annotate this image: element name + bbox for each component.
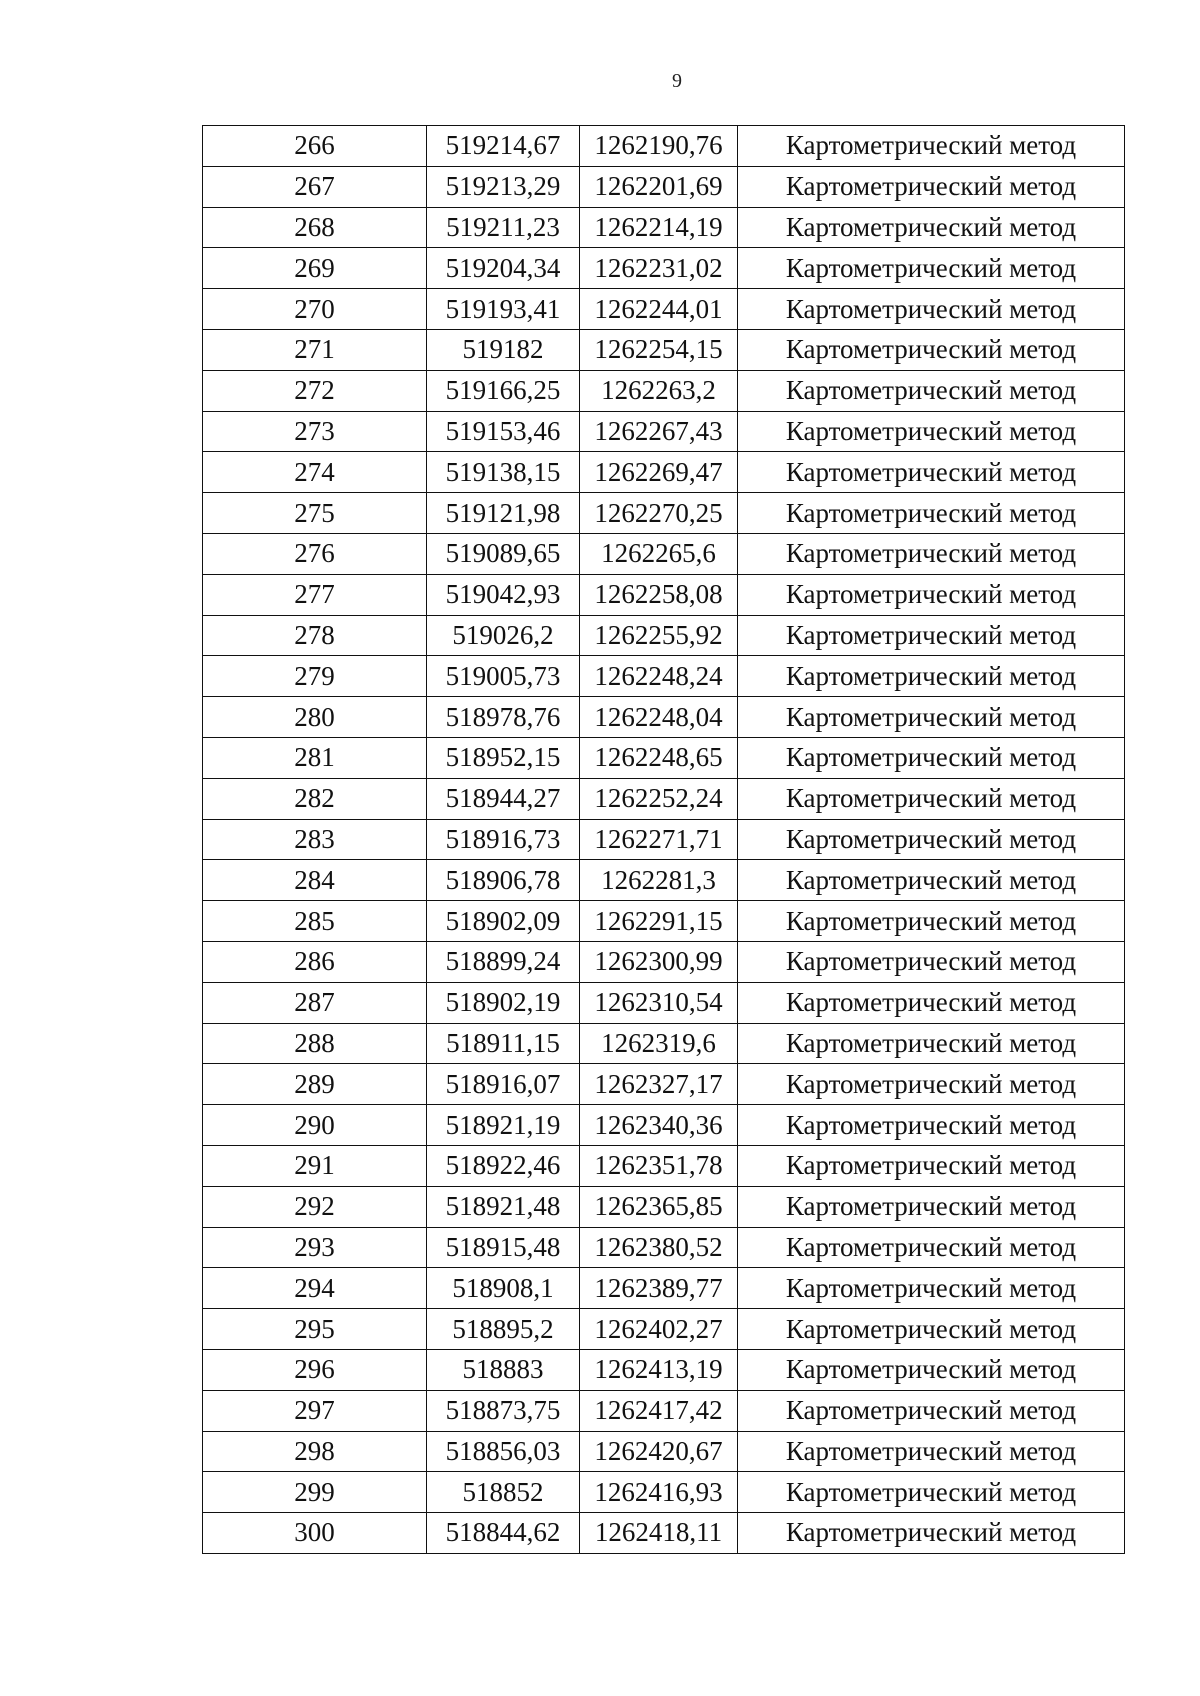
x-coordinate-cell: 519166,25 — [427, 370, 580, 411]
method-cell: Картометрический метод — [738, 411, 1125, 452]
y-coordinate-cell: 1262254,15 — [580, 329, 738, 370]
x-coordinate-cell: 518908,1 — [427, 1268, 580, 1309]
table-row — [203, 1472, 1125, 1513]
y-coordinate-cell: 1262327,17 — [580, 1064, 738, 1105]
x-coordinate-cell: 518902,09 — [427, 901, 580, 942]
point-number-cell: 285 — [203, 901, 427, 942]
method-cell: Картометрический метод — [738, 1064, 1125, 1105]
method-cell: Картометрический метод — [738, 248, 1125, 289]
x-coordinate-cell: 519121,98 — [427, 493, 580, 534]
y-coordinate-cell: 1262270,25 — [580, 493, 738, 534]
method-cell: Картометрический метод — [738, 493, 1125, 534]
table-row — [203, 1268, 1125, 1309]
y-coordinate-cell: 1262351,78 — [580, 1145, 738, 1186]
table-row — [203, 126, 1125, 167]
method-cell: Картометрический метод — [738, 370, 1125, 411]
point-number-cell: 298 — [203, 1431, 427, 1472]
y-coordinate-cell: 1262269,47 — [580, 452, 738, 493]
point-number-cell: 295 — [203, 1309, 427, 1350]
table-row — [203, 248, 1125, 289]
point-number-cell: 274 — [203, 452, 427, 493]
point-number-cell: 294 — [203, 1268, 427, 1309]
method-cell: Картометрический метод — [738, 533, 1125, 574]
method-cell: Картометрический метод — [738, 452, 1125, 493]
method-cell: Картометрический метод — [738, 819, 1125, 860]
point-number-cell: 289 — [203, 1064, 427, 1105]
method-cell: Картометрический метод — [738, 1268, 1125, 1309]
table-row — [203, 329, 1125, 370]
y-coordinate-cell: 1262252,24 — [580, 778, 738, 819]
method-cell: Картометрический метод — [738, 1227, 1125, 1268]
point-number-cell: 292 — [203, 1186, 427, 1227]
method-cell: Картометрический метод — [738, 329, 1125, 370]
table-row — [203, 737, 1125, 778]
point-number-cell: 287 — [203, 982, 427, 1023]
y-coordinate-cell: 1262248,24 — [580, 656, 738, 697]
x-coordinate-cell: 518916,73 — [427, 819, 580, 860]
table-row — [203, 1431, 1125, 1472]
method-cell: Картометрический метод — [738, 1431, 1125, 1472]
point-number-cell: 280 — [203, 697, 427, 738]
x-coordinate-cell: 519138,15 — [427, 452, 580, 493]
point-number-cell: 278 — [203, 615, 427, 656]
x-coordinate-cell: 518899,24 — [427, 941, 580, 982]
y-coordinate-cell: 1262265,6 — [580, 533, 738, 574]
y-coordinate-cell: 1262267,43 — [580, 411, 738, 452]
table-row — [203, 1023, 1125, 1064]
x-coordinate-cell: 518952,15 — [427, 737, 580, 778]
y-coordinate-cell: 1262248,04 — [580, 697, 738, 738]
point-number-cell: 281 — [203, 737, 427, 778]
table-row — [203, 1390, 1125, 1431]
y-coordinate-cell: 1262319,6 — [580, 1023, 738, 1064]
point-number-cell: 291 — [203, 1145, 427, 1186]
method-cell: Картометрический метод — [738, 126, 1125, 167]
method-cell: Картометрический метод — [738, 1145, 1125, 1186]
y-coordinate-cell: 1262214,19 — [580, 207, 738, 248]
table-row — [203, 370, 1125, 411]
point-number-cell: 293 — [203, 1227, 427, 1268]
point-number-cell: 284 — [203, 860, 427, 901]
point-number-cell: 300 — [203, 1513, 427, 1554]
x-coordinate-cell: 519089,65 — [427, 533, 580, 574]
y-coordinate-cell: 1262201,69 — [580, 166, 738, 207]
table-row — [203, 615, 1125, 656]
method-cell: Картометрический метод — [738, 860, 1125, 901]
table-row — [203, 452, 1125, 493]
method-cell: Картометрический метод — [738, 941, 1125, 982]
table-row — [203, 819, 1125, 860]
method-cell: Картометрический метод — [738, 1472, 1125, 1513]
x-coordinate-cell: 518921,19 — [427, 1105, 580, 1146]
table-row — [203, 1105, 1125, 1146]
y-coordinate-cell: 1262310,54 — [580, 982, 738, 1023]
y-coordinate-cell: 1262418,11 — [580, 1513, 738, 1554]
method-cell: Картометрический метод — [738, 982, 1125, 1023]
y-coordinate-cell: 1262420,67 — [580, 1431, 738, 1472]
table-row — [203, 289, 1125, 330]
y-coordinate-cell: 1262231,02 — [580, 248, 738, 289]
table-row — [203, 574, 1125, 615]
x-coordinate-cell: 518873,75 — [427, 1390, 580, 1431]
y-coordinate-cell: 1262291,15 — [580, 901, 738, 942]
table-row — [203, 1227, 1125, 1268]
point-number-cell: 275 — [203, 493, 427, 534]
y-coordinate-cell: 1262281,3 — [580, 860, 738, 901]
y-coordinate-cell: 1262300,99 — [580, 941, 738, 982]
x-coordinate-cell: 518906,78 — [427, 860, 580, 901]
method-cell: Картометрический метод — [738, 656, 1125, 697]
point-number-cell: 286 — [203, 941, 427, 982]
table-row — [203, 1349, 1125, 1390]
x-coordinate-cell: 519211,23 — [427, 207, 580, 248]
method-cell: Картометрический метод — [738, 697, 1125, 738]
table-row — [203, 493, 1125, 534]
x-coordinate-cell: 518883 — [427, 1349, 580, 1390]
method-cell: Картометрический метод — [738, 1186, 1125, 1227]
coordinates-table-body — [203, 126, 1125, 1554]
table-row — [203, 1064, 1125, 1105]
point-number-cell: 267 — [203, 166, 427, 207]
y-coordinate-cell: 1262365,85 — [580, 1186, 738, 1227]
x-coordinate-cell: 518921,48 — [427, 1186, 580, 1227]
table-row — [203, 860, 1125, 901]
method-cell: Картометрический метод — [738, 1023, 1125, 1064]
point-number-cell: 270 — [203, 289, 427, 330]
method-cell: Картометрический метод — [738, 207, 1125, 248]
y-coordinate-cell: 1262190,76 — [580, 126, 738, 167]
table-row — [203, 941, 1125, 982]
y-coordinate-cell: 1262380,52 — [580, 1227, 738, 1268]
x-coordinate-cell: 518944,27 — [427, 778, 580, 819]
method-cell: Картометрический метод — [738, 737, 1125, 778]
y-coordinate-cell: 1262271,71 — [580, 819, 738, 860]
point-number-cell: 276 — [203, 533, 427, 574]
point-number-cell: 299 — [203, 1472, 427, 1513]
point-number-cell: 268 — [203, 207, 427, 248]
x-coordinate-cell: 519042,93 — [427, 574, 580, 615]
y-coordinate-cell: 1262248,65 — [580, 737, 738, 778]
x-coordinate-cell: 518844,62 — [427, 1513, 580, 1554]
table-row — [203, 778, 1125, 819]
method-cell: Картометрический метод — [738, 615, 1125, 656]
method-cell: Картометрический метод — [738, 901, 1125, 942]
x-coordinate-cell: 519204,34 — [427, 248, 580, 289]
point-number-cell: 296 — [203, 1349, 427, 1390]
x-coordinate-cell: 518916,07 — [427, 1064, 580, 1105]
point-number-cell: 271 — [203, 329, 427, 370]
y-coordinate-cell: 1262255,92 — [580, 615, 738, 656]
y-coordinate-cell: 1262417,42 — [580, 1390, 738, 1431]
y-coordinate-cell: 1262258,08 — [580, 574, 738, 615]
point-number-cell: 283 — [203, 819, 427, 860]
x-coordinate-cell: 518856,03 — [427, 1431, 580, 1472]
method-cell: Картометрический метод — [738, 1349, 1125, 1390]
x-coordinate-cell: 518911,15 — [427, 1023, 580, 1064]
method-cell: Картометрический метод — [738, 778, 1125, 819]
point-number-cell: 297 — [203, 1390, 427, 1431]
table-row — [203, 1145, 1125, 1186]
point-number-cell: 269 — [203, 248, 427, 289]
method-cell: Картометрический метод — [738, 1105, 1125, 1146]
table-row — [203, 697, 1125, 738]
x-coordinate-cell: 519153,46 — [427, 411, 580, 452]
method-cell: Картометрический метод — [738, 166, 1125, 207]
table-row — [203, 1513, 1125, 1554]
x-coordinate-cell: 518895,2 — [427, 1309, 580, 1350]
method-cell: Картометрический метод — [738, 1309, 1125, 1350]
page-number: 9 — [672, 70, 682, 92]
method-cell: Картометрический метод — [738, 1390, 1125, 1431]
table-row — [203, 1186, 1125, 1227]
table-row — [203, 533, 1125, 574]
method-cell: Картометрический метод — [738, 1513, 1125, 1554]
x-coordinate-cell: 518922,46 — [427, 1145, 580, 1186]
y-coordinate-cell: 1262340,36 — [580, 1105, 738, 1146]
x-coordinate-cell: 519193,41 — [427, 289, 580, 330]
point-number-cell: 273 — [203, 411, 427, 452]
method-cell: Картометрический метод — [738, 574, 1125, 615]
y-coordinate-cell: 1262389,77 — [580, 1268, 738, 1309]
y-coordinate-cell: 1262402,27 — [580, 1309, 738, 1350]
x-coordinate-cell: 518902,19 — [427, 982, 580, 1023]
point-number-cell: 279 — [203, 656, 427, 697]
table-row — [203, 656, 1125, 697]
x-coordinate-cell: 519026,2 — [427, 615, 580, 656]
table-row — [203, 982, 1125, 1023]
table-row — [203, 166, 1125, 207]
point-number-cell: 282 — [203, 778, 427, 819]
table-row — [203, 411, 1125, 452]
table-row — [203, 1309, 1125, 1350]
table-row — [203, 207, 1125, 248]
table-row — [203, 901, 1125, 942]
y-coordinate-cell: 1262413,19 — [580, 1349, 738, 1390]
point-number-cell: 272 — [203, 370, 427, 411]
y-coordinate-cell: 1262244,01 — [580, 289, 738, 330]
point-number-cell: 266 — [203, 126, 427, 167]
point-number-cell: 290 — [203, 1105, 427, 1146]
x-coordinate-cell: 519213,29 — [427, 166, 580, 207]
coordinates-table — [202, 125, 1125, 1554]
x-coordinate-cell: 519005,73 — [427, 656, 580, 697]
y-coordinate-cell: 1262263,2 — [580, 370, 738, 411]
point-number-cell: 277 — [203, 574, 427, 615]
point-number-cell: 288 — [203, 1023, 427, 1064]
method-cell: Картометрический метод — [738, 289, 1125, 330]
x-coordinate-cell: 519182 — [427, 329, 580, 370]
x-coordinate-cell: 518852 — [427, 1472, 580, 1513]
x-coordinate-cell: 518978,76 — [427, 697, 580, 738]
x-coordinate-cell: 518915,48 — [427, 1227, 580, 1268]
x-coordinate-cell: 519214,67 — [427, 126, 580, 167]
y-coordinate-cell: 1262416,93 — [580, 1472, 738, 1513]
